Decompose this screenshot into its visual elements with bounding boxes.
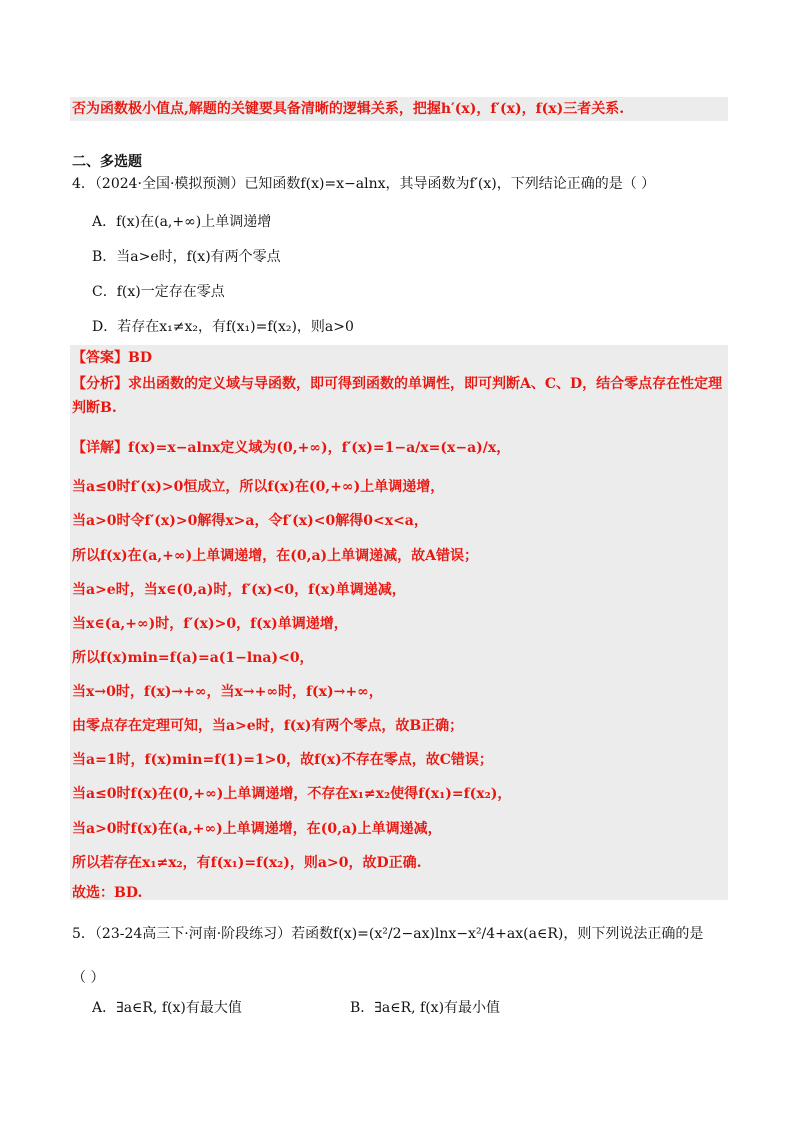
q4-detail-line-14: 故选：BD.	[72, 885, 143, 901]
q5-paren: （ ）	[72, 970, 105, 986]
q5-stem: 5．（23-24高三下·河南·阶段练习）若函数f(x)=(x²/2−ax)lnx−x²/4+ax(a∈R)，则下列说法正确的是	[72, 926, 704, 942]
q5-option-b: B．∃a∈R, f(x)有最小值	[350, 1000, 501, 1016]
q4-detail-line-7: 所以f(x)min=f(a)=a(1−lna)<0，	[72, 650, 314, 666]
q4-detail-line-10: 当a=1时，f(x)min=f(1)=1>0，故f(x)不存在零点，故C错误；	[72, 752, 493, 768]
top-note: 否为函数极小值点,解题的关键要具备清晰的逻辑关系，把握h′(x)，f′(x)，f(x)三者关系.	[72, 101, 625, 117]
q4-detail-line-11: 当a≤0时f(x)在(0,+∞)上单调递增，不存在x₁≠x₂使得f(x₁)=f(x₂)，	[72, 786, 512, 802]
q5-option-a: A．∃a∈R, f(x)有最大值	[92, 1000, 242, 1016]
q4-detail-line-12: 当a>0时f(x)在(a,+∞)上单调递增，在(0,a)上单调递减，	[72, 821, 442, 837]
q4-option-d: D．若存在x₁≠x₂，有f(x₁)=f(x₂)，则a>0	[92, 319, 354, 335]
q4-option-b: B．当a>e时，f(x)有两个零点	[92, 249, 281, 265]
q4-detail-line-4: 所以f(x)在(a,+∞)上单调递增，在(0,a)上单调递减，故A错误；	[72, 548, 478, 564]
q4-option-c: C．f(x)一定存在零点	[92, 284, 225, 300]
q4-detail-line-2: 当a≤0时f′(x)>0恒成立，所以f(x)在(0,+∞)上单调递增，	[72, 479, 445, 495]
q4-answer: 【答案】BD	[72, 350, 152, 366]
q4-option-a: A．f(x)在(a,+∞)上单调递增	[92, 214, 272, 230]
q4-detail-line-5: 当a>e时，当x∈(0,a)时，f′(x)<0，f(x)单调递减，	[72, 582, 406, 598]
q4-detail-line-8: 当x→0时，f(x)→+∞，当x→+∞时，f(x)→+∞，	[72, 684, 383, 700]
q4-analysis-line-1: 【分析】求出函数的定义域与导函数，即可得到函数的单调性，即可判断A、C、D，结合零点存在性定理	[72, 376, 723, 392]
q4-detail-line-1: 【详解】f(x)=x−alnx定义域为(0,+∞)，f′(x)=1−a/x=(x−a)/x，	[72, 440, 511, 456]
section-title: 二、多选题	[72, 154, 142, 170]
q4-stem: 4．（2024·全国·模拟预测）已知函数f(x)=x−alnx，其导函数为f′(x)，下列结论正确的是（ ）	[72, 176, 656, 192]
q4-detail-line-13: 所以若存在x₁≠x₂，有f(x₁)=f(x₂)，则a>0，故D正确.	[72, 855, 422, 871]
q4-analysis-line-2: 判断B.	[72, 400, 117, 416]
q4-detail-line-3: 当a>0时令f′(x)>0解得x>a，令f′(x)<0解得0<x<a，	[72, 513, 428, 529]
q4-detail-line-9: 由零点存在定理可知，当a>e时，f(x)有两个零点，故B正确；	[72, 718, 464, 734]
q4-detail-line-6: 当x∈(a,+∞)时，f′(x)>0，f(x)单调递增，	[72, 616, 348, 632]
